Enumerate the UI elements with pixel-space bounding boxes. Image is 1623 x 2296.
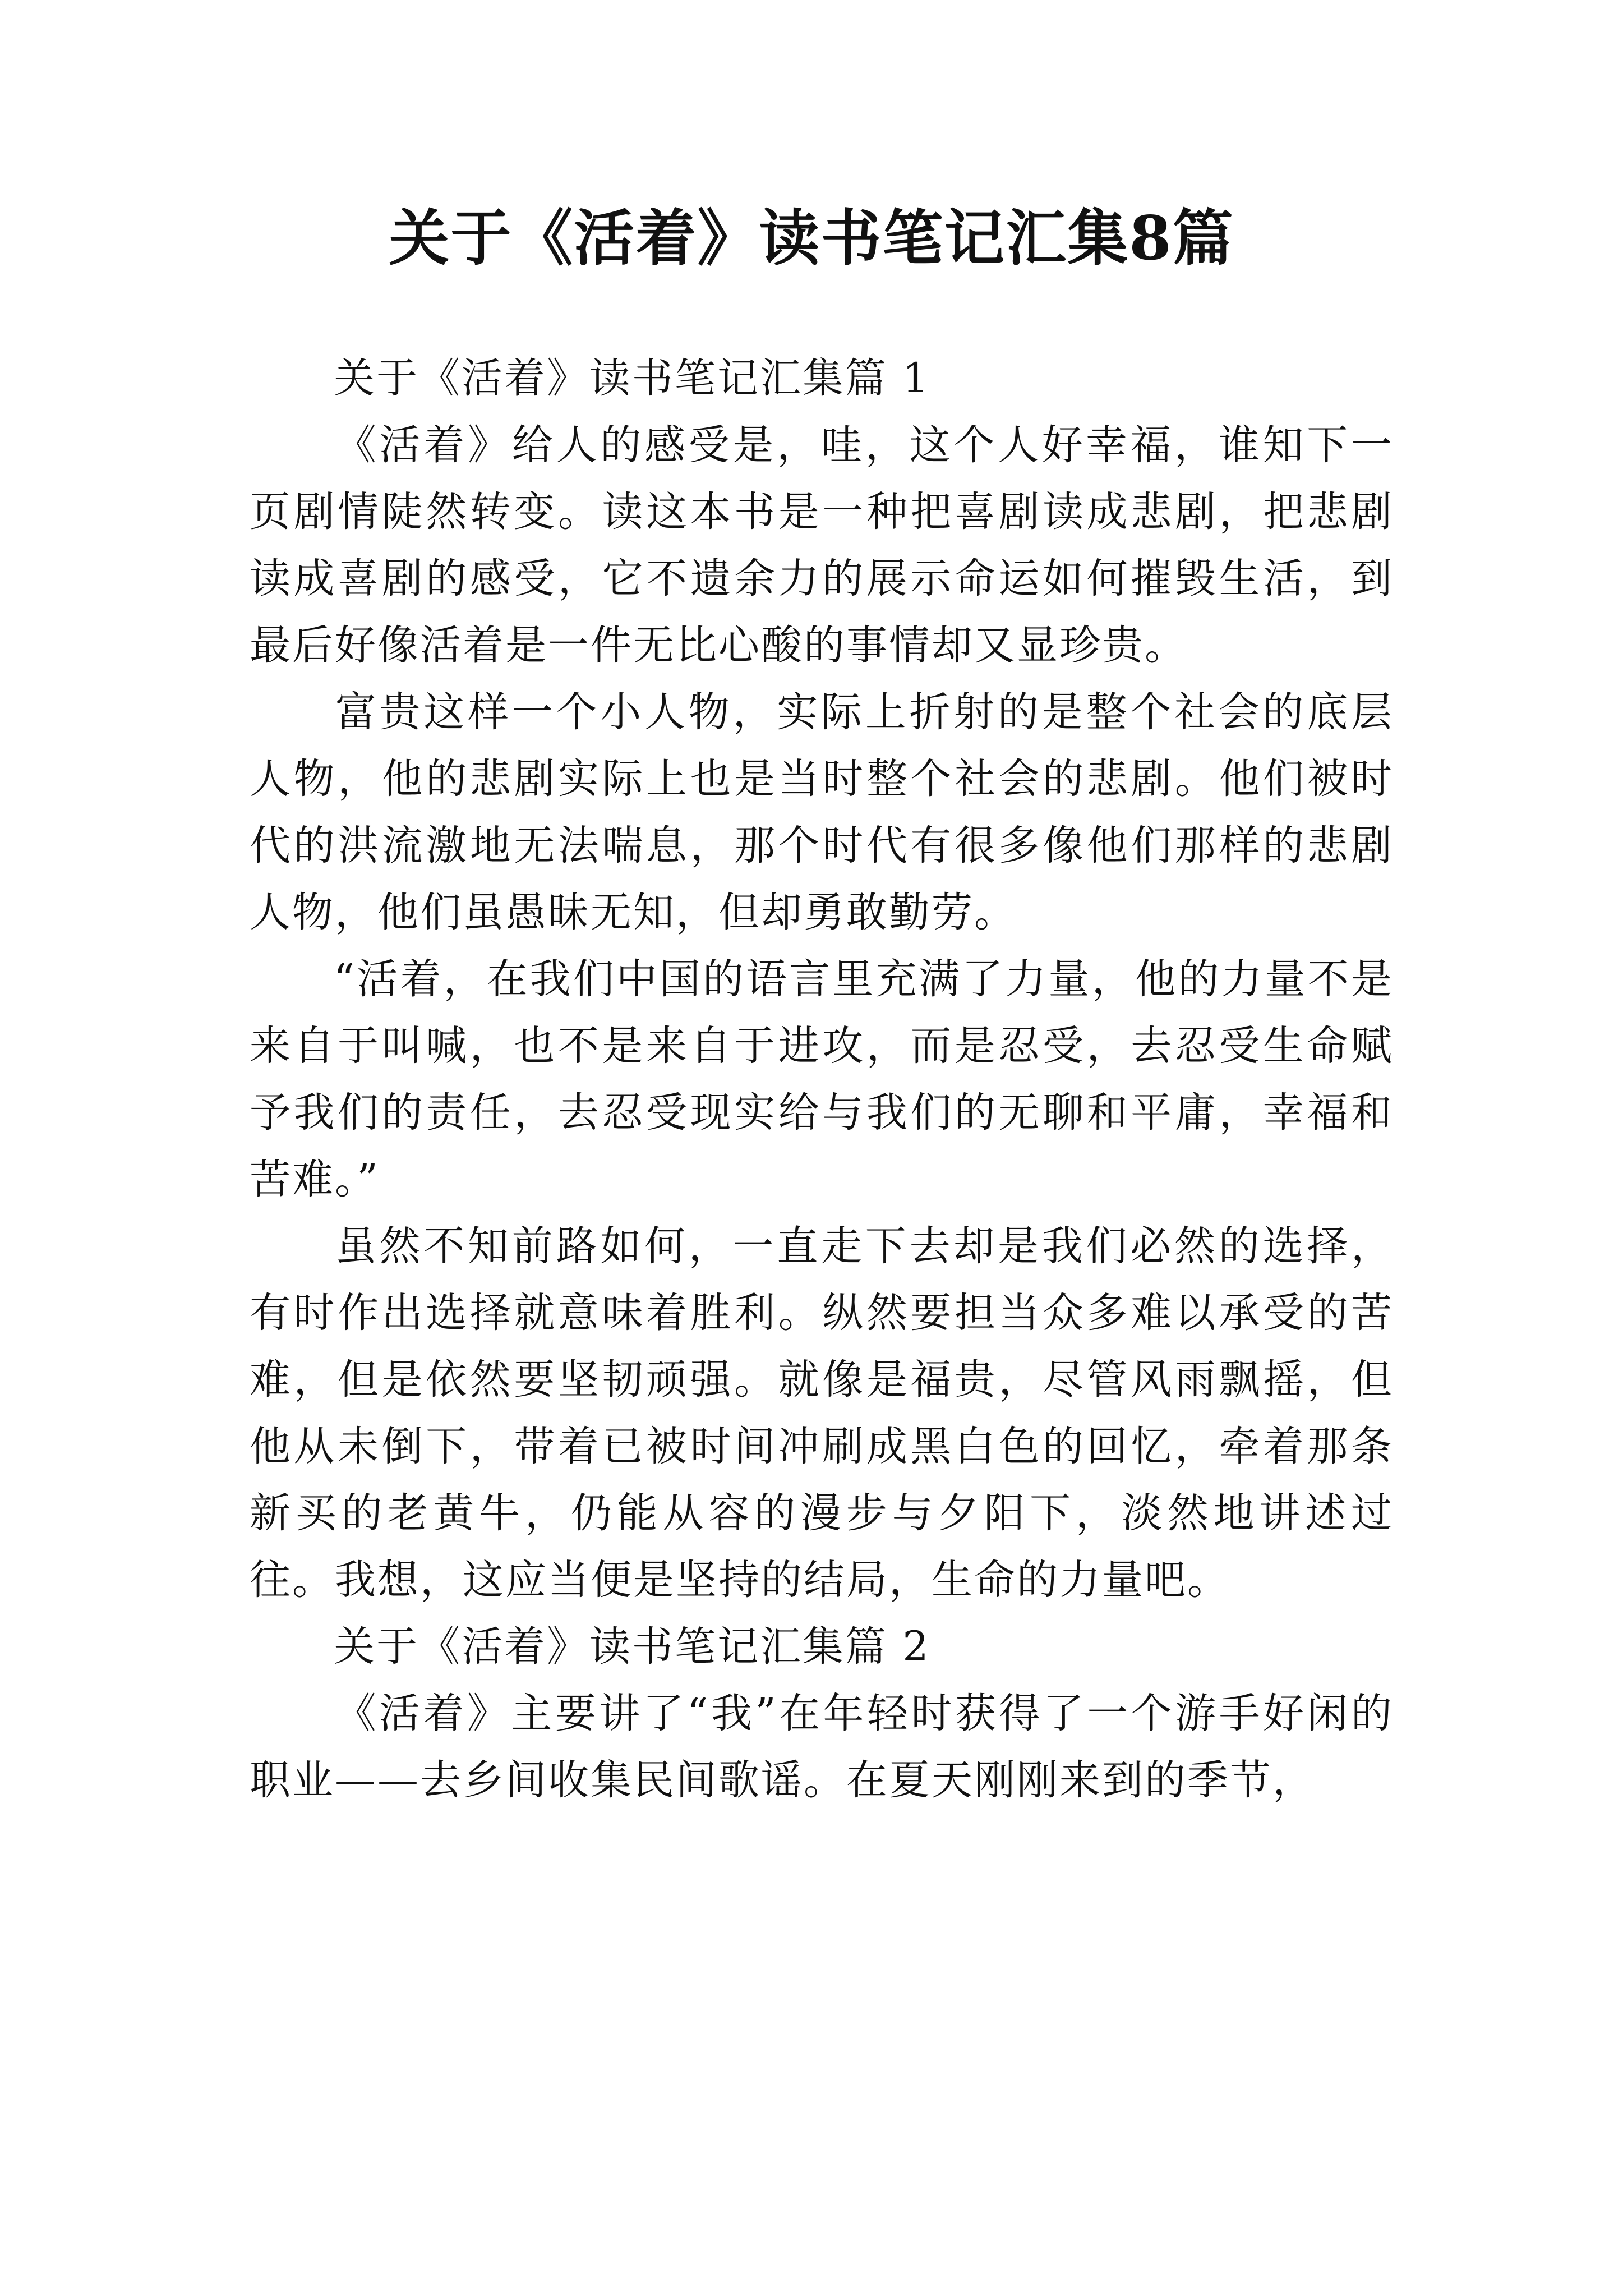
- body-paragraph: [250, 1213, 1394, 1613]
- body-paragraph: [250, 1680, 1394, 1814]
- paragraph-text: 虽然不知前路如何，一直走下去却是我们必然的选择，有时作出选择就意味着胜利。纵然要担当众多难以承受的苦难，但是依然要坚韧顽强。就像是福贵，尽管风雨飘摇，但他从未倒下，带着已被时间冲刷成黑白色的回忆，牵着那条新买的老黄牛，仍能从容的漫步与夕阳下，淡然地讲述过往。我想，这应当便是坚持的结局，生命的力量吧。: [250, 1222, 1394, 1604]
- body-paragraph: [250, 412, 1394, 679]
- section-heading: [250, 1613, 1394, 1680]
- body-paragraph: [250, 679, 1394, 946]
- section-heading-text: 关于《活着》读书笔记汇集篇 1: [334, 355, 930, 402]
- paragraph-text: 富贵这样一个小人物，实际上折射的是整个社会的底层人物，他的悲剧实际上也是当时整个社会的悲剧。他们被时代的洪流激地无法喘息，那个时代有很多像他们那样的悲剧人物，他们虽愚昧无知，但却勇敢勤劳。: [250, 688, 1394, 936]
- section-heading-text: 关于《活着》读书笔记汇集篇 2: [334, 1623, 930, 1671]
- paragraph-text: 《活着》主要讲了“我”在年轻时获得了一个游手好闲的职业——去乡间收集民间歌谣。在夏天刚刚来到的季节，: [250, 1690, 1394, 1804]
- document-title: 关于《活着》读书笔记汇集8篇: [389, 203, 1234, 274]
- body-paragraph: [250, 946, 1394, 1213]
- section-2: [250, 1613, 1394, 1814]
- section-1: [250, 345, 1394, 1613]
- paragraph-text: “活着，在我们中国的语言里充满了力量，他的力量不是来自于叫喊，也不是来自于进攻，而是忍受，去忍受生命赋予我们的责任，去忍受现实给与我们的无聊和平庸，幸福和苦难。”: [250, 955, 1394, 1203]
- document-body: [250, 345, 1394, 1814]
- paragraph-text: 《活着》给人的感受是，哇，这个人好幸福，谁知下一页剧情陡然转变。读这本书是一种把喜剧读成悲剧，把悲剧读成喜剧的感受，它不遗余力的展示命运如何摧毁生活，到最后好像活着是一件无比心酸的事情却又显珍贵。: [250, 421, 1394, 669]
- section-heading: [250, 345, 1394, 412]
